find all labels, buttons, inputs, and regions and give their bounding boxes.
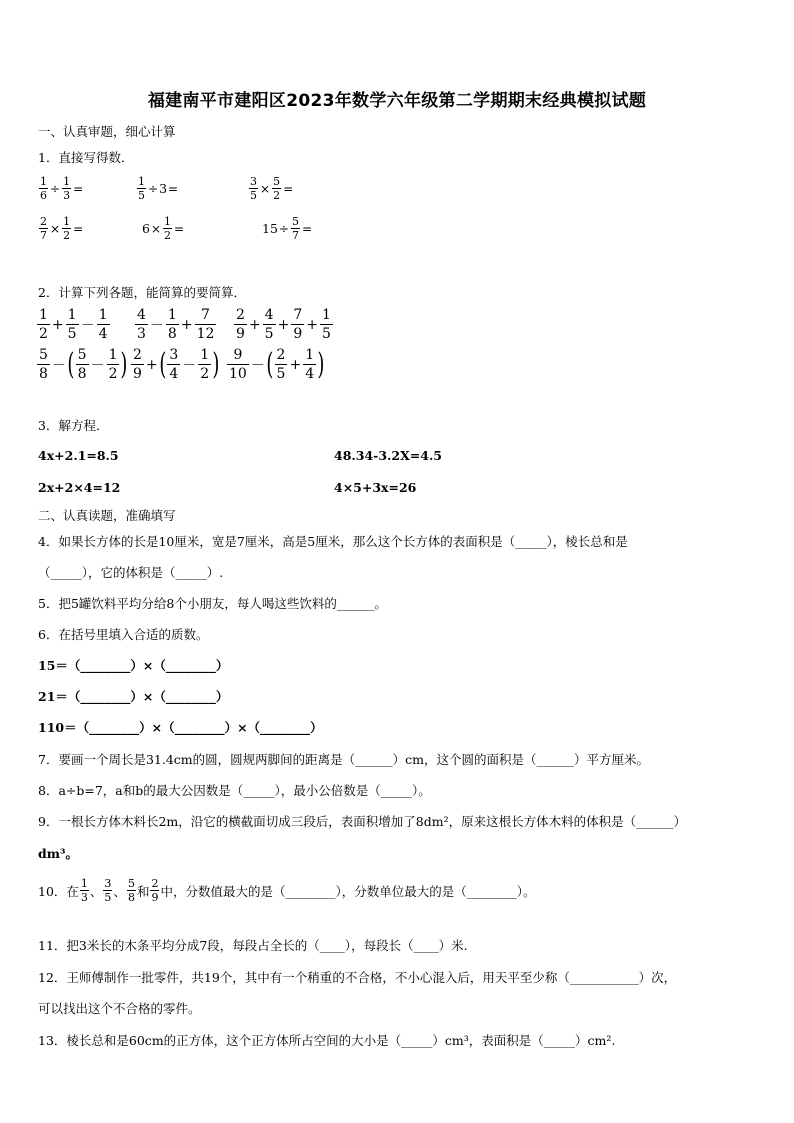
q10-suffix: 中，分数值最大的是（________），分数单位最大的是（________）。 bbox=[160, 883, 536, 899]
plus: + bbox=[248, 316, 261, 333]
equals: = bbox=[73, 181, 84, 196]
separator: 和 bbox=[136, 883, 150, 899]
q2-expr-5 bbox=[130, 348, 220, 381]
operator: ÷ bbox=[278, 221, 289, 236]
fraction: $\frac{5}{8}$ bbox=[127, 877, 135, 904]
separator: 、 bbox=[113, 883, 126, 899]
fraction: $\frac{1}{4}$ bbox=[305, 347, 315, 382]
q2-expr-3 bbox=[233, 308, 334, 341]
left-paren: ( bbox=[266, 346, 274, 382]
fraction: $\frac{1}{2}$ bbox=[63, 215, 71, 242]
q12-line-1: 12．王师傅制作一批零件，共19个，其中有一个稍重的不合格，不小心混入后，用天平至少称（___________）次， bbox=[38, 970, 677, 985]
fraction: $\frac{1}{5}$ bbox=[67, 307, 77, 342]
q10-prefix: 10．在 bbox=[38, 883, 79, 899]
q3-equation-4: 4×5+3x=26 bbox=[334, 480, 417, 495]
q4-line-1: 4．如果长方体的长是10厘米，宽是7厘米，高是5厘米，那么这个长方体的表面积是（_____），棱长总和是 bbox=[38, 534, 628, 549]
q1-item-5 bbox=[142, 216, 185, 241]
plus: + bbox=[51, 316, 64, 333]
plus: + bbox=[306, 316, 318, 333]
minus: － bbox=[80, 317, 95, 334]
number: 6 bbox=[142, 221, 150, 236]
equals: = bbox=[174, 221, 185, 236]
fraction: $\frac{5}{8}$ bbox=[39, 347, 48, 382]
fraction: $\frac{3}{5}$ bbox=[250, 175, 257, 202]
fraction: $\frac{1}{5}$ bbox=[138, 175, 145, 202]
fraction: $\frac{2}{9}$ bbox=[151, 877, 159, 904]
q6-line-2: 21＝（________）×（________） bbox=[38, 689, 229, 704]
q9-line-2: dm³。 bbox=[38, 846, 78, 861]
fraction: $\frac{2}{9}$ bbox=[236, 307, 245, 342]
q5: 5．把5罐饮料平均分给8个小朋友，每人喝这些饮料的______。 bbox=[38, 596, 387, 611]
q3-label: 3．解方程． bbox=[38, 418, 109, 433]
section-1-heading: 一、认真审题，细心计算 bbox=[38, 124, 176, 139]
minus: － bbox=[90, 357, 105, 374]
operator: ÷ bbox=[148, 181, 159, 196]
right-paren: ) bbox=[212, 346, 220, 382]
fraction: $\frac{4}{5}$ bbox=[264, 307, 274, 342]
fraction: $\frac{2}{7}$ bbox=[40, 215, 47, 242]
equals: = bbox=[73, 221, 84, 236]
fraction: $\frac{7}{12}$ bbox=[196, 307, 215, 342]
fraction: $\frac{1}{2}$ bbox=[108, 347, 118, 382]
q1-item-2 bbox=[136, 176, 179, 201]
q13: 13．棱长总和是60cm的正方体，这个正方体所占空间的大小是（_____）cm³，表面积是（_____）cm². bbox=[38, 1033, 616, 1048]
q3-equation-2: 48.34-3.2X=4.5 bbox=[334, 448, 442, 463]
q1-label: 1．直接写得数． bbox=[38, 150, 134, 165]
plus: + bbox=[277, 316, 290, 333]
q2-expr-4 bbox=[36, 348, 128, 381]
operator: ÷ bbox=[50, 181, 61, 196]
q10 bbox=[38, 878, 535, 903]
fraction: $\frac{1}{2}$ bbox=[39, 307, 48, 342]
equals: = bbox=[168, 181, 179, 196]
fraction: $\frac{2}{5}$ bbox=[276, 347, 286, 382]
minus: － bbox=[182, 357, 197, 374]
fraction: $\frac{1}{8}$ bbox=[167, 307, 177, 342]
q8: 8．a÷b=7，a和b的最大公因数是（_____），最小公倍数是（_____）。 bbox=[38, 783, 431, 798]
operator: × bbox=[260, 181, 271, 196]
fraction: $\frac{5}{7}$ bbox=[291, 215, 299, 242]
plus: + bbox=[145, 356, 158, 373]
plus: + bbox=[180, 316, 193, 333]
fraction: $\frac{1}{5}$ bbox=[321, 307, 331, 342]
number: 15 bbox=[262, 221, 278, 236]
q6-line-1: 15＝（________）×（________） bbox=[38, 658, 229, 673]
left-paren: ( bbox=[159, 346, 167, 382]
operator: × bbox=[50, 221, 61, 236]
fraction: $\frac{1}{2}$ bbox=[200, 347, 210, 382]
q1-item-3 bbox=[248, 176, 294, 201]
q1-item-1 bbox=[38, 176, 84, 201]
minus: － bbox=[250, 357, 265, 374]
minus: － bbox=[149, 317, 164, 334]
plus: + bbox=[289, 356, 302, 373]
section-2-heading: 二、认真读题，准确填写 bbox=[38, 508, 176, 523]
q3-equation-3: 2x+2×4=12 bbox=[38, 480, 121, 495]
fraction: $\frac{4}{3}$ bbox=[137, 307, 146, 342]
fraction: $\frac{1}{3}$ bbox=[80, 877, 88, 904]
q6-label: 6．在括号里填入合适的质数。 bbox=[38, 627, 209, 642]
q1-item-6 bbox=[262, 216, 313, 241]
fraction: $\frac{9}{10}$ bbox=[229, 347, 247, 382]
number: 3 bbox=[159, 181, 168, 196]
fraction: $\frac{1}{3}$ bbox=[63, 175, 71, 202]
q3-equation-1: 4x+2.1=8.5 bbox=[38, 448, 119, 463]
fraction: $\frac{7}{9}$ bbox=[293, 307, 303, 342]
fraction: $\frac{1}{2}$ bbox=[164, 215, 172, 242]
q2-expr-6 bbox=[226, 348, 325, 381]
q4-line-2: （_____），它的体积是（_____）. bbox=[38, 565, 224, 580]
left-paren: ( bbox=[67, 346, 75, 382]
fraction: $\frac{2}{9}$ bbox=[133, 347, 142, 382]
page-title: 福建南平市建阳区2023年数学六年级第二学期期末经典模拟试题 bbox=[147, 91, 647, 111]
fraction: $\frac{1}{4}$ bbox=[98, 307, 108, 342]
q9-line-1: 9．一根长方体木料长2m，沿它的横截面切成三段后，表面积增加了8dm²，原来这根长方体木料的体积是（______） bbox=[38, 814, 687, 829]
fraction: $\frac{3}{5}$ bbox=[104, 877, 112, 904]
minus: － bbox=[51, 357, 66, 374]
fraction: $\frac{3}{4}$ bbox=[169, 347, 179, 382]
q12-line-2: 可以找出这个不合格的零件。 bbox=[38, 1001, 201, 1016]
operator: × bbox=[150, 221, 162, 236]
q11: 11．把3米长的木条平均分成7段，每段占全长的（____），每段长（____）米. bbox=[38, 938, 468, 953]
right-paren: ) bbox=[120, 346, 128, 382]
fraction: $\frac{5}{2}$ bbox=[273, 175, 281, 202]
equals: = bbox=[301, 221, 313, 236]
q2-expr-1 bbox=[36, 308, 111, 341]
q7: 7．要画一个周长是31.4cm的圆，圆规两脚间的距离是（______）cm，这个圆的面积是（______）平方厘米。 bbox=[38, 752, 649, 767]
separator: 、 bbox=[89, 883, 103, 899]
right-paren: ) bbox=[317, 346, 325, 382]
equals: = bbox=[283, 181, 294, 196]
fraction: $\frac{5}{8}$ bbox=[77, 347, 87, 382]
fraction: $\frac{1}{6}$ bbox=[40, 175, 47, 202]
q1-item-4 bbox=[38, 216, 84, 241]
q6-line-3: 110＝（________）×（________）×（________） bbox=[38, 720, 323, 735]
q2-label: 2．计算下列各题，能简算的要简算． bbox=[38, 285, 246, 300]
q2-expr-2 bbox=[134, 308, 217, 341]
